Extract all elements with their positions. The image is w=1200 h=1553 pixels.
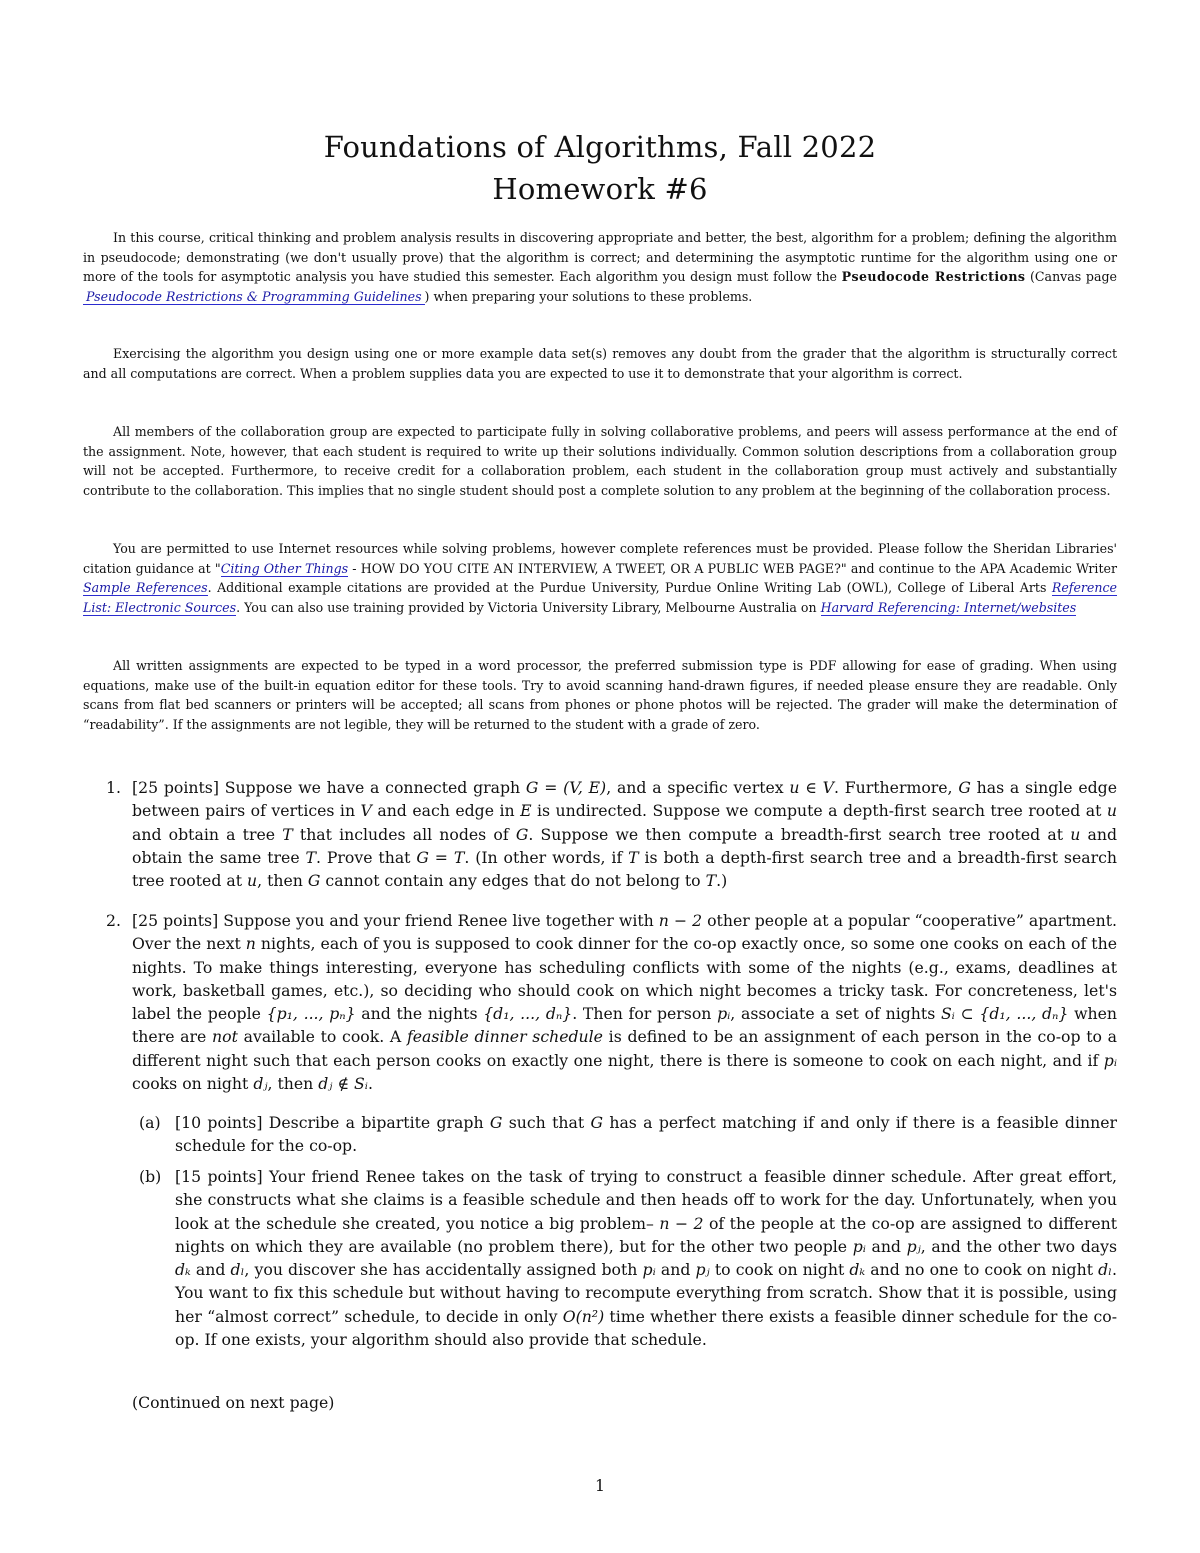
continued-note: (Continued on next page) — [132, 1393, 335, 1412]
intro-p2-text: Exercising the algorithm you design using one or more example data set(s) removes any doubt from the grader that the algorithm is structurally correct and all computations are correct. When a problem supplies data you are expected to use it to demonstrate that your algorithm is correct. — [83, 346, 1117, 381]
problem-2-number: 2. — [106, 911, 121, 930]
reference-list-link[interactable]: Reference List: Electronic Sources — [83, 580, 1117, 615]
sample-references-link[interactable]: Sample References — [83, 580, 208, 595]
intro-paragraph-2 — [83, 344, 1117, 383]
intro-p4-text-2: - HOW DO YOU CITE AN INTERVIEW, A TWEET, OR A PUBLIC WEB PAGE?" and continue to the APA Academic Writer — [348, 560, 1117, 576]
problem-2a: [10 points] Describe a bipartite graph G such that G has a perfect matching if and only if there is a feasible dinner schedule for the co-op. — [175, 1113, 1117, 1156]
intro-p3-text: All members of the collaboration group are expected to participate fully in solving collaborative problems, and peers will assess performance at the end of the assignment. Note, however, that each student is required to write up their solutions individually. Common solution descriptions from a collaboration group will not be accepted. Furthermore, to receive credit for a collaboration problem, each student in the collaboration group must actively and substantially contribute to the collaboration. This implies that no single student should post a complete solution to any problem at the beginning of the collaboration process. — [83, 424, 1117, 498]
document-subtitle: Homework #6 — [492, 172, 708, 206]
intro-p4-text-3: . Additional example citations are provided at the Purdue University, Purdue Online Writing Lab (OWL), College of Liberal Arts — [207, 580, 1052, 595]
pseudocode-restrictions-term: Pseudocode Restrictions — [841, 269, 1026, 284]
problem-1: [25 points] Suppose we have a connected graph G = (V, E), and a specific vertex u ∈ V. Furthermore, G has a single edge between pairs of vertices in V and each edge in E is undirected. Suppose we compute a depth-first search tree rooted at u and obtain a tree T that includes all nodes of G. Suppose we then compute a breadth-first search tree rooted at u and obtain the same tree T. Prove that G = T. (In other words, if T is both a depth-first search tree and a breadth-first search tree rooted at u, then G cannot contain any edges that do not belong to T.) — [132, 778, 1117, 891]
intro-paragraph-1 — [83, 228, 1117, 306]
intro-p1-text-2: (Canvas page — [1025, 269, 1117, 284]
harvard-referencing-link[interactable]: Harvard Referencing: Internet/websites — [820, 599, 1077, 615]
problem-2b-label: (b) — [139, 1167, 162, 1186]
intro-paragraph-4 — [83, 539, 1117, 617]
citing-other-things-link[interactable]: Citing Other Things — [220, 560, 349, 576]
intro-p4-text-4: . You can also use training provided by Victoria University Library, Melbourne Australia on — [236, 599, 821, 615]
page-number: 1 — [595, 1476, 605, 1495]
intro-p1-text-3: ) when preparing your solutions to these problems. — [424, 288, 753, 304]
document-title: Foundations of Algorithms, Fall 2022 — [323, 130, 877, 164]
intro-paragraph-5 — [83, 656, 1117, 734]
intro-p1-text: In this course, critical thinking and problem analysis results in discovering appropriate and better, the best, algorithm for a problem; defining the algorithm in pseudocode; demonstrating (we don't usually prove) that the algorithm is correct; and determining the asymptotic runtime for the algorithm using one or more of the tools for asymptotic analysis you have studied this semester. Each algorithm you design must follow the — [83, 230, 1117, 284]
problem-2: [25 points] Suppose you and your friend Renee live together with n − 2 other people at a popular “cooperative” apartment. Over the next n nights, each of you is supposed to cook dinner for the co-op exactly once, so some one cooks on each of the nights. To make things interesting, everyone has scheduling conflicts with some of the nights (e.g., exams, deadlines at work, basketball games, etc.), so deciding who should cook on which night becomes a tricky task. For concreteness, let's label the people {p₁, ..., pₙ} and the nights {d₁, ..., dₙ}. Then for person pᵢ, associate a set of nights Sᵢ ⊂ {d₁, ..., dₙ} when there are not available to cook. A feasible dinner schedule is defined to be an assignment of each person in the co-op to a different night such that each person cooks on exactly one night, there is there is someone to cook on each night, and if pᵢ cooks on night dⱼ, then dⱼ ∉ Sᵢ. — [132, 911, 1117, 1094]
intro-p5-text: All written assignments are expected to be typed in a word processor, the preferred submission type is PDF allowing for ease of grading. When using equations, make use of the built-in equation editor for these tools. Try to avoid scanning hand-drawn figures, if needed please ensure they are readable. Only scans from flat bed scanners or printers will be accepted; all scans from phones or phone photos will be rejected. The grader will make the determination of “readability”. If the assignments are not legible, they will be returned to the student with a grade of zero. — [83, 658, 1117, 732]
intro-paragraph-3 — [83, 422, 1117, 500]
problem-2b: [15 points] Your friend Renee takes on the task of trying to construct a feasible dinner schedule. After great effort, she constructs what she claims is a feasible schedule and then heads off to work for the day. Unfortunately, when you look at the schedule she created, you notice a big problem– n − 2 of the people at the co-op are assigned to different nights on which they are available (no problem there), but for the other two people pᵢ and pⱼ, and the other two days dₖ and dₗ, you discover she has accidentally assigned both pᵢ and pⱼ to cook on night dₖ and no one to cook on night dₗ. You want to fix this schedule but without having to recompute everything from scratch. Show that it is possible, using her “almost correct” schedule, to decide in only O(n²) time whether there exists a feasible dinner schedule for the co-op. If one exists, your algorithm should also provide that schedule. — [175, 1167, 1118, 1350]
pseudocode-guidelines-link[interactable]: Pseudocode Restrictions & Programming Guidelines — [83, 289, 425, 305]
intro-p4-text: You are permitted to use Internet resources while solving problems, however complete references must be provided. Please follow the Sheridan Libraries' citation guidance at " — [83, 541, 1117, 576]
problem-2a-label: (a) — [139, 1113, 161, 1132]
problem-1-number: 1. — [106, 778, 121, 797]
